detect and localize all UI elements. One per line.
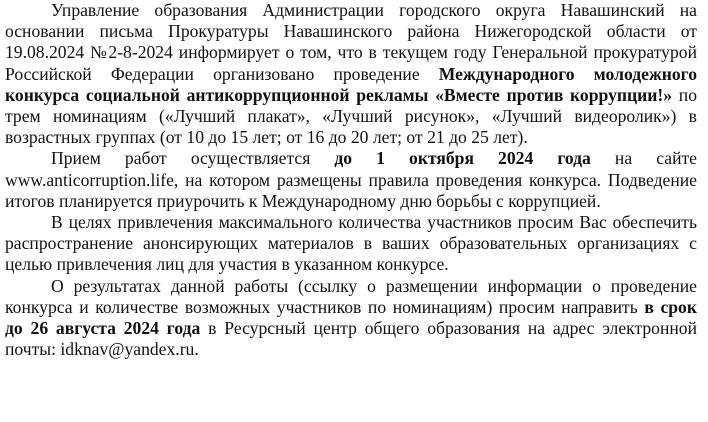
text-segment: в Ресурсный центр общего образования на адрес электронной почты: idknav@yandex.ru.: [5, 318, 697, 360]
paragraph-announcement: [5, 0, 697, 148]
text-segment: В целях привлечения максимального количества участников просим Вас обеспечить распространение анонсирующих материалов в ваших образовательных организациях с целью привлечения лиц для участия в указанном конкурсе.: [5, 212, 697, 275]
paragraph-report: [5, 276, 697, 361]
paragraph-request: [5, 212, 697, 276]
text-segment: по трем номинациям («Лучший плакат», «Лучший рисунок», «Лучший видеоролик») в возрастных группах (от 10 до 15 лет; от 16 до 20 лет; от 21 до 25 лет).: [5, 84, 697, 148]
text-segment: Управление образования Администрации городского округа Навашинский на основании письма Прокуратуры Навашинского района Нижегородской области от 19.08.2024 №2-8-2024 информирует о том, что в текущем году Генеральной прокуратурой Российской Федерации организовано проведение: [5, 0, 697, 84]
document-body: [5, 0, 697, 360]
deadline-report: в срок до 26 августа 2024 года: [5, 296, 697, 339]
text-segment: О результатах данной работы (ссылку о размещении информации о проведение конкурса и количестве возможных участников по номинациям) просим направить: [5, 275, 697, 317]
text-segment: на сайте www.anticorruption.life, на котором размещены правила проведения конкурса. Подведение итогов планируется приурочить к Международному дню борьбы с коррупцией.: [5, 148, 697, 211]
contest-name: Международного молодежного конкурса социальной антикоррупционной рекламы «Вместе против коррупции!»: [5, 63, 697, 105]
deadline-submission: до 1 октября 2024 года: [334, 148, 591, 169]
paragraph-submission: [5, 148, 697, 212]
text-segment: Прием работ осуществляется: [51, 148, 335, 169]
